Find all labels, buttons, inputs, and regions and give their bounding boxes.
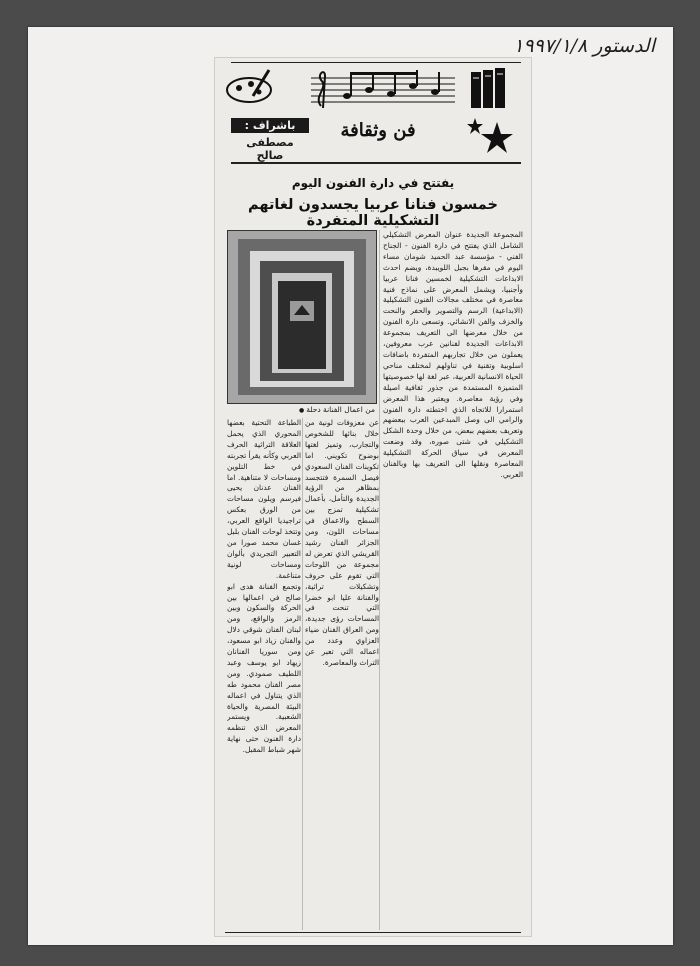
clipping-bottom-rule bbox=[225, 932, 521, 933]
column-divider bbox=[302, 418, 303, 930]
article-paragraph: وتجمع الفنانة هدى ابو صالح في اعمالها بين الحركة والسكون وبين الرمز والواقع، ومن لبنان الفنان شوقي دلال والفنان زياد ابو مسعود، ومن سوريا الفنانان زيهاد ابو يوسف وعبد اللطيف صمودي. ومن مصر الفنان محمود طه الذي يتناول في اعماله البيئة المصرية والحياة الشعبية. ويستمر المعرض الذي تنظمه دارة الفنون حتى نهاية شهر شباط المقبل. bbox=[227, 581, 301, 755]
handwritten-date-note: الدستور ١٩٩٧/١/٨ bbox=[513, 35, 655, 57]
newspaper-clipping bbox=[214, 57, 532, 937]
masthead-bottom-rule bbox=[231, 162, 521, 164]
section-masthead bbox=[215, 58, 531, 173]
article-column-right bbox=[383, 230, 523, 930]
article-column-left bbox=[227, 418, 301, 930]
article-kicker: يفتتح في دارة الفنون اليوم bbox=[291, 176, 455, 190]
books-icon bbox=[469, 64, 507, 110]
stars-icon bbox=[467, 116, 513, 156]
photo-caption: من اعمال الفنانة دحلة ● bbox=[227, 405, 375, 414]
article-paragraph: المجموعة الجديدة عنوان المعرض التشكيلي الشامل الذي يفتتح في دارة الفنون - الجناح الفني - مؤسسة عبد الحميد شومان مساء اليوم في مقرها بجبل اللويبدة، ويضم احدث الابداعات التشكيلية لخمسين فنانا عربيا وأجنبيا، ويشمل المعرض على نماذج فنية معاصرة في مختلف مجالات الفنون التشكيلية (الابداعية) الرسم والتصوير والحفر والنحت والخزف والفن الانشائي. وتسعى دارة الفنون من خلال معرضها الى التعريف بمجموعة الابداعات الجديدة لفنانين عرب معروفين، يعملون من خلال تجاربهم المتفردة باضافات اسلوبية وتقنية في تناولهم لمختلف مناحي الحياة الانسانية العربية، عبر لغة لها خصوصيتها المتميزة المستمدة من جذور ثقافية اصيلة وفي رؤية معاصرة. ويعتبر هذا المعرض استمرارا للاتجاه الذي اختطته دارة الفنون والرامي الى وصل المبدعين العرب ببعضهم وتعريف بعضهم ببعض، من خلال وحدة الشكل التشكيلي في شتى صوره، وقد وضعت المعرض في سياق الحركة التشكيلية المعاصرة ونقلها الى التعريف بها وبالفنان العربي. bbox=[383, 230, 523, 479]
supervisor-credit bbox=[231, 118, 309, 162]
article-column-middle bbox=[305, 418, 379, 930]
artwork-photo bbox=[227, 230, 377, 404]
column-divider bbox=[379, 230, 380, 930]
section-title: فن وثقافة bbox=[340, 120, 416, 141]
supervisor-label: باشراف : bbox=[231, 118, 309, 133]
article-paragraph: عن معزوفات لونية من خلال بنائها للشخوص والتجارب، وتميز لغتها بوضوح تكويني. اما تكوينات الفنان السعودي فيصل السمرة فتتجسد بمظاهر من الرؤية الجديدة والتأمل، بأعمال تشكيلية تمزج بين السطح والاعماق في مساحات اللون، ومن الجزائر الفنان رشيد القريشي الذي تعرض له مجموعة من اللوحات التي تقوم على حروف وتشكيلات تراثية، والفنانة عليا ابو خضرا التي تنحت في المساحات رؤى جديدة، ومن العراق الفنان ضياء العزاوي وعدد من اعماله التي تعبر عن التراث والمعاصرة. bbox=[305, 418, 379, 667]
article-paragraph: الطباعة التحتية بعضها المحوري الذي يحمل العلاقة التراثية الحرف العربي وكأنه يقرأ تجربته في خط التلوين ومساحات لا متناهية. اما الفنان عدنان يحيى فيرسم ويلون مساحات من الورق بعكس تراجيديا الواقع العربي، وتتخذ لوحات الفنان بلبل غسان محمد صورا من التعبير التجريدي بألوان ومساحات لونية متناغمة. bbox=[227, 418, 301, 580]
masthead-top-rule bbox=[231, 62, 521, 63]
archive-sheet bbox=[28, 27, 673, 945]
article-headline: خمسون فنانا عربيا يجسدون لغاتهم التشكيلية المتفردة bbox=[248, 197, 498, 229]
supervisor-name: مصطفى صالح bbox=[246, 136, 294, 162]
music-notes-icon bbox=[307, 66, 459, 110]
palette-brush-icon bbox=[223, 66, 275, 106]
